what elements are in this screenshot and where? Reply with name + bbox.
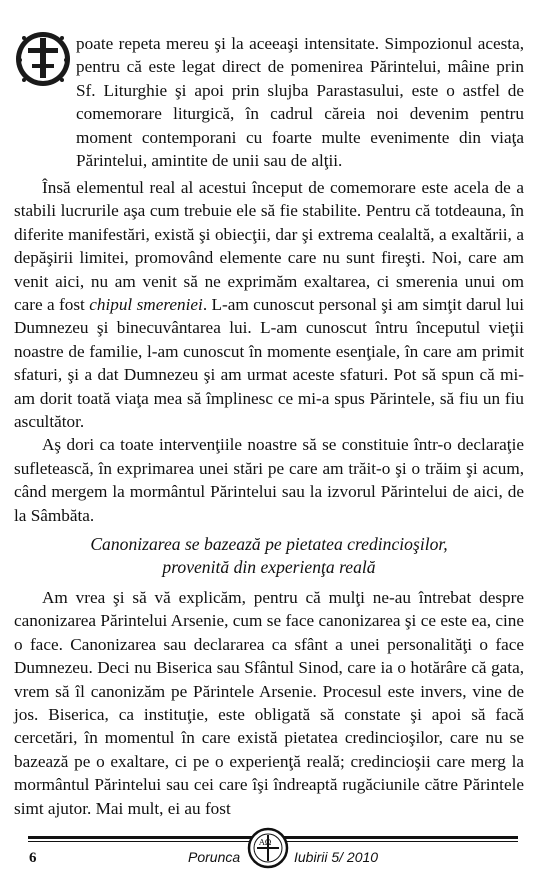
logo-letters: ΑΩ	[259, 838, 272, 847]
journal-logo-icon	[247, 827, 289, 869]
body-text-top	[14, 32, 524, 172]
paragraph-3	[14, 433, 524, 527]
page-number: 6	[29, 850, 37, 866]
paragraph-3-text: Aş dori ca toate intervenţiile noastre să se constituie într-o declaraţie sufletească, în exprimarea unei stări pe care am trăit-o şi o trăim şi acum, când mergem la mormântul Părintelui sau la izvorul Părintelui de aici, de la Sâmbăta.	[14, 435, 524, 525]
section-heading-line-1: Canonizarea se bazează pe pietatea credincioşilor,	[90, 534, 448, 554]
journal-title-left: Porunca	[188, 849, 241, 865]
section-heading	[14, 533, 524, 579]
paragraph-2	[14, 176, 524, 433]
paragraph-2-text-b: . L-am cunoscut personal şi am simţit darul lui Dumnezeu şi binecuvântarea lui. L-am cunoscut întru începutul vieţii noastre de familie, l-am cunoscut în momente esenţiale, în care am primit sfaturi, şi a dat Dumnezeu şi am urmat aceste sfaturi. Pot să spun că mi-am dorit toată viaţa mea să împlinesc ce mi-a spus Părintele, să fiu un fiu ascultător.	[14, 295, 524, 432]
body-text-bottom	[14, 586, 524, 820]
section-heading-line-2: provenită din experienţa reală	[162, 557, 376, 577]
paragraph-2-italic: chipul smereniei	[89, 295, 203, 315]
paragraph-1-text: poate repeta mereu şi la aceeaşi intensitate. Simpozionul acesta, pentru că este legat direct de pomenirea Părintelui, mâine prin Sf. Liturghie şi apoi prin slujba Parastasului, este o astfel de comemorare liturgică, în cadrul căreia noi devenim pentru moment contemporani cu foarte multe evenimente din viaţa Părintelui, amintite de unii sau de alţii.	[76, 34, 524, 171]
journal-title-right: Iubirii 5/ 2010	[294, 849, 379, 865]
paragraph-1	[14, 32, 524, 172]
paragraph-4	[14, 586, 524, 820]
body-text-middle	[14, 176, 524, 527]
paragraph-4-text: Am vrea şi să vă explicăm, pentru că mulţi ne-au întrebat despre canonizarea Părintelui Arsenie, cum se face canonizarea şi ce este ea, cine o face. Canonizarea sau declararea ca sfânt a unei personalităţi o face Dumnezeu. Deci nu Biserica sau Sfântul Sinod, care ia o hotărâre că gata, vrem să îl canonizăm pe Părintele Arsenie. Procesul este invers, vine de jos. Biserica, ca instituţie, este obligată să constate şi apoi să facă cercetări, în momentul în care există pietatea credincioşilor, care nu se bazează pe o exaltare, ci pe o experienţă reală; credincioşii care merg la mormântul Părintelui sau cei care îşi îndreaptă rugăciunile către Părintele simt ajutor. Mai mult, ei au fost	[14, 588, 524, 818]
paragraph-2-text-a: Însă elementul real al acestui început de comemorare este acela de a stabili lucrurile aşa cum trebuie ele să fie stabilite. Pentru că totdeauna, în diferite manifestări, există şi obiecţii, dar şi extrema cealaltă, a exaltării, a depăşirii limitei, promovând elemente care nu sunt fireşti. Noi, care am venit aici, nu am venit să ne exprimăm exaltarea, ci smerenia unui om care a fost	[14, 178, 524, 315]
